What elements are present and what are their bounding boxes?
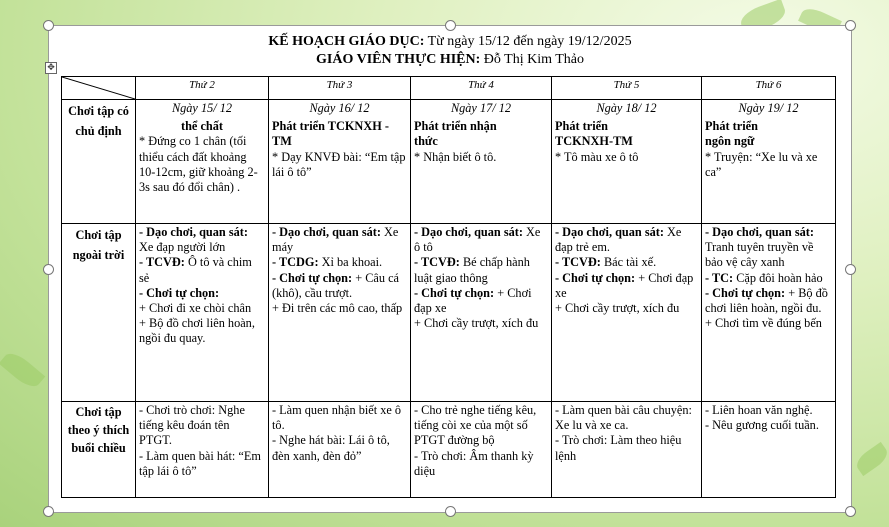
resize-handle[interactable] [845, 506, 856, 517]
cell-date: Ngày 19/ 12 [738, 101, 799, 115]
item-label: - TCVĐ: [414, 255, 460, 270]
document-frame[interactable] [48, 25, 852, 513]
plan-heading [49, 34, 851, 50]
item-text: + Chơi cầy trượt, xích đu [555, 301, 680, 316]
cell-date: Ngày 15/ 12 [171, 101, 233, 115]
resize-handle[interactable] [43, 506, 54, 517]
item-label: - Chơi tự chọn: [272, 270, 353, 285]
cell-text: - Làm quen nhận biết xe ô tô. [272, 403, 402, 433]
item-text: + Chơi đạp xe [414, 285, 532, 316]
day-header: Thứ 5 [552, 77, 702, 100]
item-text: Bé chấp hành luật giao thông [414, 255, 530, 285]
cell-text: - Trò chơi: Âm thanh kỳ diệu [414, 448, 534, 478]
plan-cell [702, 100, 836, 224]
activity-label: Chơi tập có chủ định [62, 100, 136, 224]
item-label: - Dạo chơi, quan sát: [555, 225, 664, 239]
item-text: + Câu cá (khô), cầu trượt. [272, 270, 400, 300]
heading-label: KẾ HOẠCH GIÁO DỤC: [268, 34, 425, 49]
table-move-icon[interactable]: ✥ [45, 62, 57, 74]
teacher-line [49, 52, 851, 68]
activity-label: Chơi tập ngoài trời [62, 224, 136, 402]
cell-subject: Phát triển nhận thức [414, 119, 497, 149]
item-label: - Chơi tự chọn: [555, 270, 636, 285]
resize-handle[interactable] [445, 506, 456, 517]
activity-label: Chơi tập theo ý thích buổi chiều [62, 402, 136, 498]
item-text: + Chơi đi xe chòi chân [139, 301, 252, 316]
resize-handle[interactable] [43, 264, 54, 275]
item-text: + Đi trên các mô cao, thấp [272, 301, 403, 316]
plan-cell [702, 402, 836, 498]
item-text: + Chơi cầy trượt, xích đu [414, 316, 539, 331]
table-row [62, 100, 836, 224]
cell-text: - Làm quen bài hát: “Em tập lái ô tô” [139, 448, 261, 478]
cell-text: * Tô màu xe ô tô [555, 149, 639, 164]
cell-text: - Làm quen bài câu chuyện: Xe lu và xe ca. [555, 403, 692, 433]
item-text: + Chơi tìm về đúng bến [705, 316, 822, 331]
teacher-name: Đỗ Thị Kim Thảo [483, 52, 584, 67]
plan-cell [552, 224, 702, 402]
plan-cell [552, 402, 702, 498]
resize-handle[interactable] [43, 20, 54, 31]
item-text: + Bộ đồ chơi liên hoàn, ngồi đu quay. [139, 316, 255, 346]
item-text: Xe ô tô [414, 225, 541, 255]
resize-handle[interactable] [445, 20, 456, 31]
day-header: Thứ 6 [702, 77, 836, 100]
item-text: Xe đạp trẻ em. [555, 225, 682, 255]
table-row [62, 224, 836, 402]
item-text: Tranh tuyên truyền về bảo vệ cây xanh [705, 240, 814, 270]
plan-cell [552, 100, 702, 224]
plan-cell [136, 224, 269, 402]
item-label: - Chơi tự chọn: [139, 285, 220, 300]
cell-text: - Nêu gương cuối tuần. [705, 418, 819, 433]
plan-cell [136, 100, 269, 224]
cell-text: * Truyện: “Xe lu và xe ca” [705, 149, 818, 179]
teacher-label: GIÁO VIÊN THỰC HIỆN: [316, 52, 481, 67]
item-label: - Dạo chơi, quan sát: [414, 225, 523, 239]
table-row [62, 402, 836, 498]
plan-table [61, 76, 836, 498]
item-label: - Dạo chơi, quan sát: [272, 225, 381, 239]
item-label: - TCDG: [272, 255, 319, 270]
background-leaf [853, 442, 889, 476]
item-text: Xỉ ba khoai. [321, 255, 383, 270]
plan-cell [702, 224, 836, 402]
item-text: Bác tài xế. [603, 255, 657, 270]
header-row [62, 77, 836, 100]
cell-date: Ngày 16/ 12 [309, 101, 370, 115]
item-text: Xe máy [272, 225, 399, 255]
plan-cell [269, 100, 411, 224]
item-label: - TC: [705, 270, 734, 285]
plan-cell [411, 224, 552, 402]
cell-subject: thể chất [180, 119, 223, 134]
resize-handle[interactable] [845, 20, 856, 31]
item-text: Cặp đôi hoàn hảo [736, 270, 823, 285]
day-header: Thứ 4 [411, 77, 552, 100]
plan-cell [269, 402, 411, 498]
item-label: - Chơi tự chọn: [705, 285, 786, 300]
corner-cell [62, 77, 136, 100]
diagonal-line [62, 77, 135, 99]
plan-cell [269, 224, 411, 402]
cell-text: - Trò chơi: Làm theo hiệu lệnh [555, 433, 682, 463]
cell-date: Ngày 18/ 12 [596, 101, 657, 115]
cell-text: - Nghe hát bài: Lái ô tô, đèn xanh, đèn đỏ” [272, 433, 390, 463]
cell-text: * Dạy KNVĐ bài: “Em tập lái ô tô” [272, 149, 406, 179]
heading-date-range: Từ ngày 15/12 đến ngày 19/12/2025 [427, 34, 632, 49]
item-label: - Chơi tự chọn: [414, 285, 495, 300]
cell-text: - Cho trẻ nghe tiếng kêu, tiếng còi xe của một số PTGT đường bộ [414, 403, 537, 448]
plan-cell [411, 402, 552, 498]
cell-subject: Phát triển TCKNXH-TM [555, 119, 633, 149]
item-label: - TCVĐ: [139, 255, 185, 270]
cell-text: * Nhận biết ô tô. [414, 149, 497, 164]
item-text: Ô tô và chim sẻ [139, 255, 252, 285]
cell-subject: Phát triển ngôn ngữ [705, 119, 758, 149]
cell-text: - Liên hoan văn nghệ. [705, 403, 813, 417]
background-leaf [0, 348, 45, 392]
item-label: - TCVĐ: [555, 255, 601, 270]
plan-cell [136, 402, 269, 498]
resize-handle[interactable] [845, 264, 856, 275]
day-header: Thứ 2 [136, 77, 269, 100]
item-text: Xe đạp người lớn [139, 240, 226, 255]
item-text: + Chơi đạp xe [555, 270, 694, 300]
plan-cell [411, 100, 552, 224]
item-label: - Dạo chơi, quan sát: [705, 225, 814, 239]
item-label: - Dạo chơi, quan sát: [139, 225, 248, 239]
cell-text: - Chơi trò chơi: Nghe tiếng kêu đoán tên PTGT. [139, 403, 245, 448]
cell-text: * Đứng co 1 chân (tối thiểu cách đất khoảng 10-12cm, giữ khoảng 2-3s sau đó đổi chân) . [139, 134, 258, 195]
cell-date: Ngày 17/ 12 [450, 101, 512, 115]
item-text: + Bộ đồ chơi liên hoàn, ngồi đu. [705, 285, 828, 316]
day-header: Thứ 3 [269, 77, 411, 100]
cell-subject: Phát triển TCKNXH - TM [272, 119, 389, 149]
